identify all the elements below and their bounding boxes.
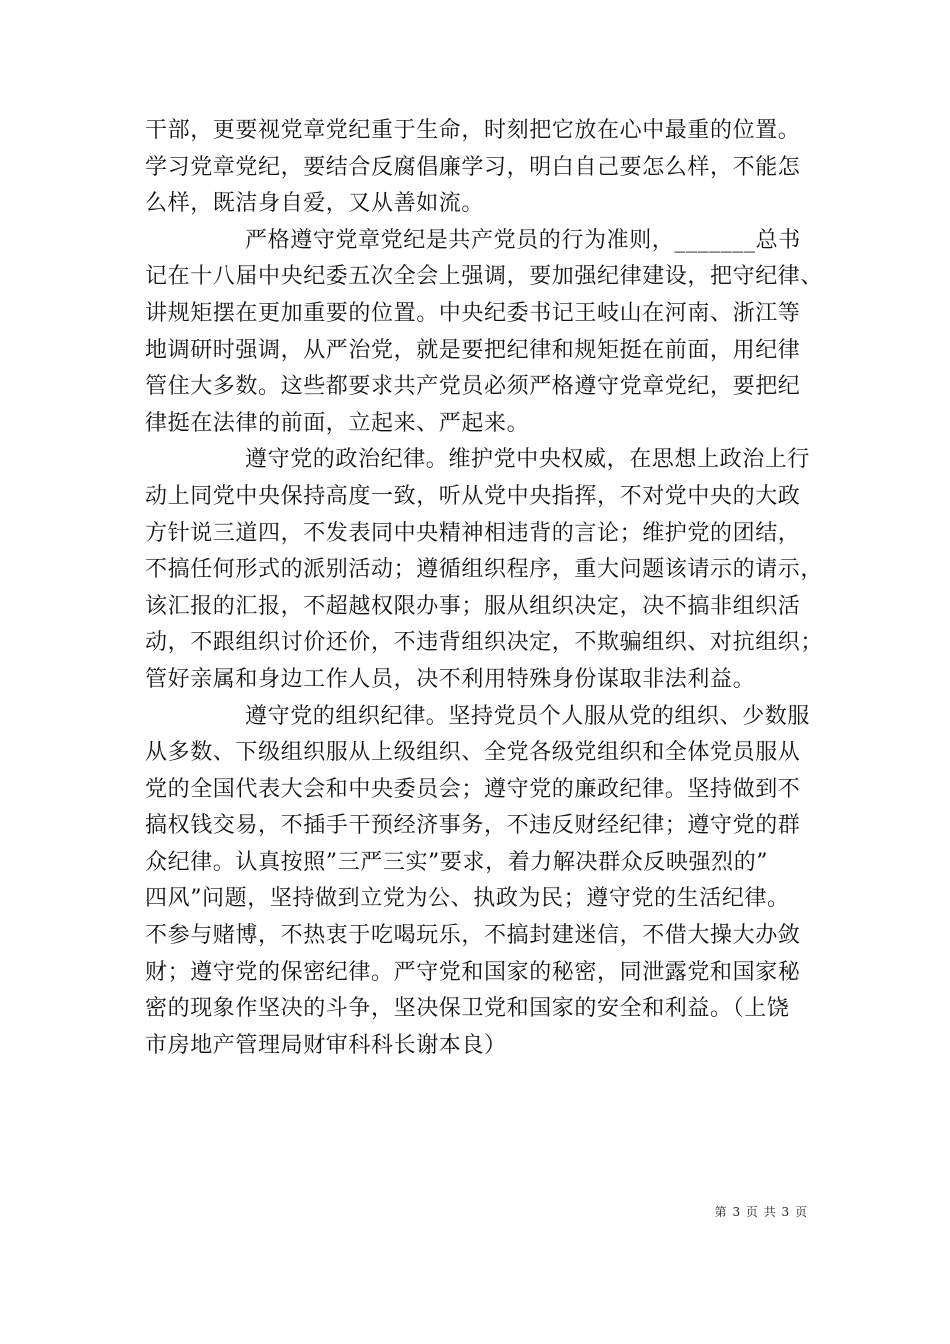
text-line: 不参与赌博，不热衷于吃喝玩乐，不搞封建迷信，不借大操大办敛 <box>145 923 801 949</box>
text-line: 党的全国代表大会和中央委员会；遵守党的廉政纪律。坚持做到不 <box>145 776 801 802</box>
text-line: 地调研时强调，从严治党，就是要把纪律和规矩挺在前面，用纪律 <box>145 337 801 363</box>
text-line: 该汇报的汇报，不超越权限办事；服从组织决定，决不搞非组织活 <box>145 593 801 619</box>
text-line: 管好亲属和身边工作人员，决不利用特殊身份谋取非法利益。 <box>145 666 756 692</box>
text-line: 干部，更要视党章党纪重于生命，时刻把它放在心中最重的位置。 <box>145 118 801 143</box>
text-line: 四风”问题，坚持做到立党为公、执政为民；遵守党的生活纪律。 <box>145 886 790 912</box>
text-line: 市房地产管理局财审科科长谢本良） <box>145 1032 507 1058</box>
text-line: 密的现象作坚决的斗争，坚决保卫党和国家的安全和利益。（上饶 <box>145 996 790 1022</box>
text-line: 讲规矩摆在更加重要的位置。中央纪委书记王岐山在河南、浙江等 <box>145 300 801 326</box>
text-line: 不搞任何形式的派别活动；遵循组织程序，重大问题该请示的请示， <box>145 557 824 583</box>
text-line: 财；遵守党的保密纪律。严守党和国家的秘密，同泄露党和国家秘 <box>145 959 801 985</box>
text-line: 律挺在法律的前面，立起来、严起来。 <box>145 410 530 436</box>
document-body <box>145 113 824 1064</box>
paragraph-first-line: 遵守党的政治纪律。维护党中央权威，在思想上政治上行 <box>245 447 811 473</box>
paragraph-first-line: 严格遵守党章党纪是共产党员的行为准则，_______总书 <box>245 227 801 253</box>
paragraph-first-line: 遵守党的组织纪律。坚持党员个人服从党的组织、少数服 <box>245 703 811 729</box>
text-line: 么样，既洁身自爱，又从善如流。 <box>145 191 485 217</box>
text-line: 动上同党中央保持高度一致，听从党中央指挥，不对党中央的大政 <box>145 483 801 509</box>
text-line: 动，不跟组织讨价还价，不违背组织决定，不欺骗组织、对抗组织； <box>145 630 824 656</box>
text-line: 从多数、下级组织服从上级组织、全党各级党组织和全体党员服从 <box>145 740 801 766</box>
text-line: 管住大多数。这些都要求共产党员必须严格遵守党章党纪，要把纪 <box>145 374 801 400</box>
text-line: 众纪律。认真按照”三严三实”要求，着力解决群众反映强烈的” <box>145 849 769 875</box>
text-line: 搞权钱交易，不插手干预经济事务，不违反财经纪律；遵守党的群 <box>145 813 801 839</box>
text-line: 学习党章党纪，要结合反腐倡廉学习，明白自己要怎么样，不能怎 <box>145 154 801 180</box>
text-line: 记在十八届中央纪委五次全会上强调，要加强纪律建设，把守纪律、 <box>145 264 824 290</box>
page-number-footer: 第 3 页 共 3 页 <box>714 1205 808 1219</box>
text-line: 方针说三道四，不发表同中央精神相违背的言论；维护党的团结， <box>145 520 801 546</box>
